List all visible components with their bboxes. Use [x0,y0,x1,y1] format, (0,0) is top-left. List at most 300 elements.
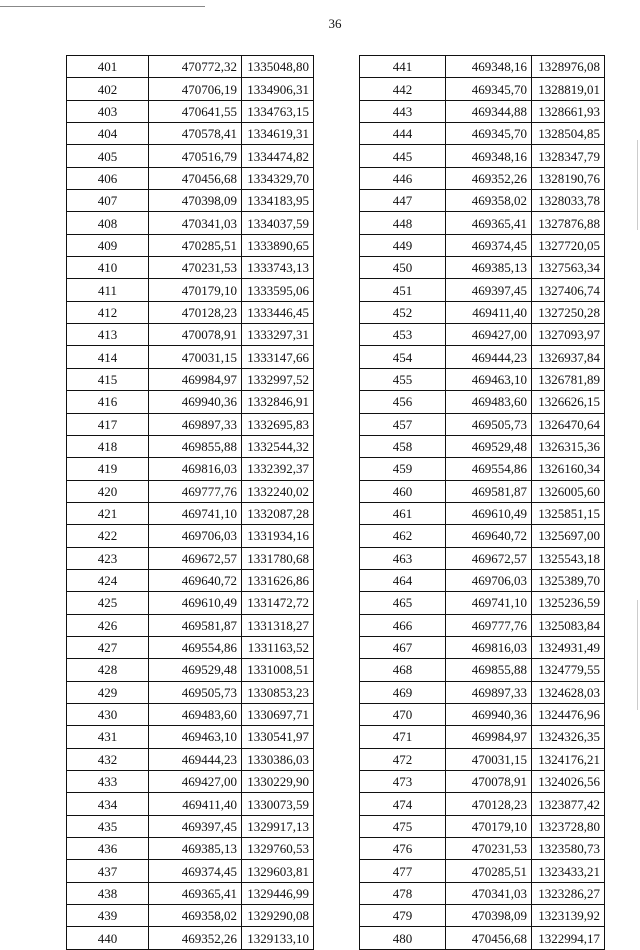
y-coordinate-cell: 1329290,08 [242,905,314,927]
y-coordinate-cell: 1333890,65 [242,234,314,256]
point-number-cell: 425 [67,592,149,614]
table-row [67,413,314,435]
point-number-cell: 462 [360,525,446,547]
table-row [67,793,314,815]
table-row [67,100,314,122]
point-number-cell: 430 [67,703,149,725]
x-coordinate-cell: 469984,97 [149,368,242,390]
point-number-cell: 402 [67,78,149,100]
point-number-cell: 440 [67,927,149,949]
point-number-cell: 477 [360,860,446,882]
x-coordinate-cell: 469352,26 [149,927,242,949]
x-coordinate-cell: 469385,13 [446,257,532,279]
table-row [360,78,605,100]
y-coordinate-cell: 1334763,15 [242,100,314,122]
point-number-cell: 473 [360,771,446,793]
point-number-cell: 472 [360,748,446,770]
point-number-cell: 463 [360,547,446,569]
table-row [67,860,314,882]
point-number-cell: 407 [67,190,149,212]
point-number-cell: 475 [360,815,446,837]
x-coordinate-cell: 469505,73 [446,413,532,435]
x-coordinate-cell: 469529,48 [446,435,532,457]
coordinates-table-right [359,55,605,950]
x-coordinate-cell: 470456,68 [446,927,532,949]
point-number-cell: 432 [67,748,149,770]
x-coordinate-cell: 469940,36 [149,391,242,413]
scan-edge-mark [637,140,638,230]
x-coordinate-cell: 470031,15 [446,748,532,770]
y-coordinate-cell: 1328819,01 [532,78,605,100]
y-coordinate-cell: 1332997,52 [242,368,314,390]
x-coordinate-cell: 470516,79 [149,145,242,167]
x-coordinate-cell: 469984,97 [446,726,532,748]
scan-edge-mark [637,600,638,710]
table-row [360,592,605,614]
table-row [67,726,314,748]
point-number-cell: 478 [360,882,446,904]
table-row [360,726,605,748]
table-row [360,257,605,279]
x-coordinate-cell: 470128,23 [149,301,242,323]
table-row [360,279,605,301]
point-number-cell: 449 [360,234,446,256]
table-row [67,659,314,681]
table-row [360,234,605,256]
y-coordinate-cell: 1323139,92 [532,905,605,927]
table-row [67,123,314,145]
point-number-cell: 413 [67,324,149,346]
point-number-cell: 429 [67,681,149,703]
y-coordinate-cell: 1322994,17 [532,927,605,949]
x-coordinate-cell: 469463,10 [446,368,532,390]
point-number-cell: 412 [67,301,149,323]
y-coordinate-cell: 1326937,84 [532,346,605,368]
x-coordinate-cell: 469640,72 [149,569,242,591]
y-coordinate-cell: 1331934,16 [242,525,314,547]
y-coordinate-cell: 1324628,03 [532,681,605,703]
point-number-cell: 479 [360,905,446,927]
table-row [67,435,314,457]
point-number-cell: 417 [67,413,149,435]
y-coordinate-cell: 1331318,27 [242,614,314,636]
x-coordinate-cell: 469554,86 [446,458,532,480]
header-rule [0,6,205,7]
point-number-cell: 454 [360,346,446,368]
table-row [360,368,605,390]
y-coordinate-cell: 1334183,95 [242,190,314,212]
point-number-cell: 415 [67,368,149,390]
point-number-cell: 468 [360,659,446,681]
x-coordinate-cell: 469897,33 [149,413,242,435]
y-coordinate-cell: 1334037,59 [242,212,314,234]
table-row [67,257,314,279]
point-number-cell: 401 [67,56,149,78]
point-number-cell: 439 [67,905,149,927]
table-row [67,346,314,368]
y-coordinate-cell: 1328661,93 [532,100,605,122]
y-coordinate-cell: 1335048,80 [242,56,314,78]
y-coordinate-cell: 1323433,21 [532,860,605,882]
x-coordinate-cell: 469348,16 [446,56,532,78]
x-coordinate-cell: 469385,13 [149,838,242,860]
y-coordinate-cell: 1332846,91 [242,391,314,413]
point-number-cell: 464 [360,569,446,591]
table-row [360,815,605,837]
y-coordinate-cell: 1325389,70 [532,569,605,591]
table-row [360,636,605,658]
x-coordinate-cell: 470031,15 [149,346,242,368]
y-coordinate-cell: 1329917,13 [242,815,314,837]
x-coordinate-cell: 470078,91 [149,324,242,346]
table-row [360,748,605,770]
point-number-cell: 457 [360,413,446,435]
x-coordinate-cell: 470285,51 [446,860,532,882]
x-coordinate-cell: 469610,49 [446,502,532,524]
y-coordinate-cell: 1332240,02 [242,480,314,502]
point-number-cell: 450 [360,257,446,279]
y-coordinate-cell: 1330386,03 [242,748,314,770]
point-number-cell: 404 [67,123,149,145]
table-row [67,838,314,860]
x-coordinate-cell: 469529,48 [149,659,242,681]
point-number-cell: 451 [360,279,446,301]
point-number-cell: 416 [67,391,149,413]
y-coordinate-cell: 1324779,55 [532,659,605,681]
table-row [67,190,314,212]
point-number-cell: 436 [67,838,149,860]
x-coordinate-cell: 470398,09 [149,190,242,212]
point-number-cell: 406 [67,167,149,189]
y-coordinate-cell: 1331780,68 [242,547,314,569]
table-row [360,435,605,457]
x-coordinate-cell: 470179,10 [446,815,532,837]
x-coordinate-cell: 469505,73 [149,681,242,703]
y-coordinate-cell: 1334906,31 [242,78,314,100]
y-coordinate-cell: 1330853,23 [242,681,314,703]
point-number-cell: 444 [360,123,446,145]
x-coordinate-cell: 469427,00 [149,771,242,793]
y-coordinate-cell: 1328033,78 [532,190,605,212]
table-row [67,703,314,725]
table-row [67,368,314,390]
x-coordinate-cell: 469706,03 [149,525,242,547]
y-coordinate-cell: 1324326,35 [532,726,605,748]
y-coordinate-cell: 1329760,53 [242,838,314,860]
point-number-cell: 438 [67,882,149,904]
table-row [360,56,605,78]
table-row [360,793,605,815]
y-coordinate-cell: 1328504,85 [532,123,605,145]
y-coordinate-cell: 1327720,05 [532,234,605,256]
table-row [360,301,605,323]
y-coordinate-cell: 1330541,97 [242,726,314,748]
x-coordinate-cell: 469777,76 [149,480,242,502]
y-coordinate-cell: 1325851,15 [532,502,605,524]
table-row [67,301,314,323]
x-coordinate-cell: 469463,10 [149,726,242,748]
table-row [360,100,605,122]
table-row [360,838,605,860]
x-coordinate-cell: 470285,51 [149,234,242,256]
y-coordinate-cell: 1331472,72 [242,592,314,614]
point-number-cell: 433 [67,771,149,793]
table-row [67,391,314,413]
y-coordinate-cell: 1334619,31 [242,123,314,145]
y-coordinate-cell: 1326315,36 [532,435,605,457]
x-coordinate-cell: 469855,88 [446,659,532,681]
point-number-cell: 446 [360,167,446,189]
y-coordinate-cell: 1333595,06 [242,279,314,301]
x-coordinate-cell: 469348,16 [446,145,532,167]
y-coordinate-cell: 1332544,32 [242,435,314,457]
point-number-cell: 441 [360,56,446,78]
point-number-cell: 455 [360,368,446,390]
table-row [360,413,605,435]
y-coordinate-cell: 1327093,97 [532,324,605,346]
x-coordinate-cell: 469411,40 [446,301,532,323]
table-row [360,145,605,167]
point-number-cell: 466 [360,614,446,636]
x-coordinate-cell: 469581,87 [446,480,532,502]
y-coordinate-cell: 1323877,42 [532,793,605,815]
point-number-cell: 431 [67,726,149,748]
y-coordinate-cell: 1323286,27 [532,882,605,904]
table-row [67,771,314,793]
y-coordinate-cell: 1327406,74 [532,279,605,301]
y-coordinate-cell: 1323728,80 [532,815,605,837]
x-coordinate-cell: 469358,02 [446,190,532,212]
x-coordinate-cell: 470772,32 [149,56,242,78]
y-coordinate-cell: 1327563,34 [532,257,605,279]
y-coordinate-cell: 1329603,81 [242,860,314,882]
x-coordinate-cell: 469344,88 [446,100,532,122]
point-number-cell: 471 [360,726,446,748]
table-row [67,234,314,256]
x-coordinate-cell: 469672,57 [149,547,242,569]
table-row [67,480,314,502]
table-row [360,458,605,480]
table-row [360,167,605,189]
point-number-cell: 476 [360,838,446,860]
point-number-cell: 469 [360,681,446,703]
point-number-cell: 411 [67,279,149,301]
y-coordinate-cell: 1331163,52 [242,636,314,658]
x-coordinate-cell: 470231,53 [446,838,532,860]
point-number-cell: 420 [67,480,149,502]
x-coordinate-cell: 469581,87 [149,614,242,636]
y-coordinate-cell: 1324176,21 [532,748,605,770]
x-coordinate-cell: 470341,03 [149,212,242,234]
x-coordinate-cell: 469855,88 [149,435,242,457]
y-coordinate-cell: 1331008,51 [242,659,314,681]
x-coordinate-cell: 469897,33 [446,681,532,703]
x-coordinate-cell: 469940,36 [446,703,532,725]
table-row [360,391,605,413]
x-coordinate-cell: 470706,19 [149,78,242,100]
x-coordinate-cell: 469345,70 [446,123,532,145]
page-number: 36 [328,16,342,31]
table-row [67,525,314,547]
y-coordinate-cell: 1327876,88 [532,212,605,234]
y-coordinate-cell: 1330073,59 [242,793,314,815]
y-coordinate-cell: 1334474,82 [242,145,314,167]
x-coordinate-cell: 469610,49 [149,592,242,614]
x-coordinate-cell: 470231,53 [149,257,242,279]
point-number-cell: 410 [67,257,149,279]
x-coordinate-cell: 469411,40 [149,793,242,815]
x-coordinate-cell: 469345,70 [446,78,532,100]
point-number-cell: 442 [360,78,446,100]
table-row [67,547,314,569]
table-row [360,703,605,725]
x-coordinate-cell: 470641,55 [149,100,242,122]
point-number-cell: 437 [67,860,149,882]
table-row [67,145,314,167]
table-row [360,525,605,547]
x-coordinate-cell: 470341,03 [446,882,532,904]
point-number-cell: 418 [67,435,149,457]
point-number-cell: 422 [67,525,149,547]
point-number-cell: 447 [360,190,446,212]
x-coordinate-cell: 470398,09 [446,905,532,927]
point-number-cell: 426 [67,614,149,636]
y-coordinate-cell: 1326005,60 [532,480,605,502]
table-row [360,123,605,145]
table-row [360,480,605,502]
y-coordinate-cell: 1323580,73 [532,838,605,860]
table-row [67,614,314,636]
x-coordinate-cell: 470078,91 [446,771,532,793]
table-row [67,927,314,949]
y-coordinate-cell: 1329133,10 [242,927,314,949]
x-coordinate-cell: 469374,45 [446,234,532,256]
table-row [67,636,314,658]
y-coordinate-cell: 1332392,37 [242,458,314,480]
y-coordinate-cell: 1332087,28 [242,502,314,524]
table-row [67,502,314,524]
x-coordinate-cell: 469706,03 [446,569,532,591]
table-row [67,681,314,703]
point-number-cell: 480 [360,927,446,949]
table-row [360,324,605,346]
table-row [360,771,605,793]
point-number-cell: 470 [360,703,446,725]
table-row [360,547,605,569]
table-row [360,860,605,882]
x-coordinate-cell: 469554,86 [149,636,242,658]
point-number-cell: 461 [360,502,446,524]
point-number-cell: 421 [67,502,149,524]
x-coordinate-cell: 469397,45 [149,815,242,837]
point-number-cell: 458 [360,435,446,457]
y-coordinate-cell: 1325083,84 [532,614,605,636]
y-coordinate-cell: 1334329,70 [242,167,314,189]
y-coordinate-cell: 1325543,18 [532,547,605,569]
point-number-cell: 445 [360,145,446,167]
table-row [67,458,314,480]
point-number-cell: 409 [67,234,149,256]
y-coordinate-cell: 1327250,28 [532,301,605,323]
y-coordinate-cell: 1333743,13 [242,257,314,279]
x-coordinate-cell: 470578,41 [149,123,242,145]
y-coordinate-cell: 1331626,86 [242,569,314,591]
table-row [360,905,605,927]
table-row [67,905,314,927]
x-coordinate-cell: 469444,23 [149,748,242,770]
point-number-cell: 403 [67,100,149,122]
point-number-cell: 419 [67,458,149,480]
table-row [360,659,605,681]
table-row [67,569,314,591]
table-row [67,748,314,770]
y-coordinate-cell: 1325697,00 [532,525,605,547]
x-coordinate-cell: 469816,03 [149,458,242,480]
point-number-cell: 443 [360,100,446,122]
point-number-cell: 405 [67,145,149,167]
table-row [67,56,314,78]
point-number-cell: 452 [360,301,446,323]
y-coordinate-cell: 1329446,99 [242,882,314,904]
y-coordinate-cell: 1324476,96 [532,703,605,725]
y-coordinate-cell: 1328976,08 [532,56,605,78]
point-number-cell: 459 [360,458,446,480]
x-coordinate-cell: 469365,41 [446,212,532,234]
x-coordinate-cell: 470456,68 [149,167,242,189]
point-number-cell: 414 [67,346,149,368]
y-coordinate-cell: 1324026,56 [532,771,605,793]
x-coordinate-cell: 469672,57 [446,547,532,569]
point-number-cell: 460 [360,480,446,502]
table-row [360,882,605,904]
coordinates-table-left [66,55,314,950]
table-row [67,882,314,904]
table-row [360,927,605,949]
table-row [360,569,605,591]
y-coordinate-cell: 1332695,83 [242,413,314,435]
point-number-cell: 424 [67,569,149,591]
x-coordinate-cell: 469374,45 [149,860,242,882]
point-number-cell: 453 [360,324,446,346]
table-row [67,78,314,100]
table-row [360,190,605,212]
x-coordinate-cell: 469640,72 [446,525,532,547]
table-row [67,167,314,189]
point-number-cell: 465 [360,592,446,614]
point-number-cell: 408 [67,212,149,234]
y-coordinate-cell: 1326626,15 [532,391,605,413]
table-row [360,346,605,368]
x-coordinate-cell: 469427,00 [446,324,532,346]
y-coordinate-cell: 1333446,45 [242,301,314,323]
point-number-cell: 427 [67,636,149,658]
point-number-cell: 435 [67,815,149,837]
y-coordinate-cell: 1328347,79 [532,145,605,167]
x-coordinate-cell: 469741,10 [446,592,532,614]
table-row [360,614,605,636]
x-coordinate-cell: 469444,23 [446,346,532,368]
point-number-cell: 428 [67,659,149,681]
y-coordinate-cell: 1326781,89 [532,368,605,390]
table-row [360,212,605,234]
table-row [67,212,314,234]
point-number-cell: 474 [360,793,446,815]
x-coordinate-cell: 470179,10 [149,279,242,301]
point-number-cell: 456 [360,391,446,413]
y-coordinate-cell: 1330229,90 [242,771,314,793]
point-number-cell: 448 [360,212,446,234]
y-coordinate-cell: 1333147,66 [242,346,314,368]
